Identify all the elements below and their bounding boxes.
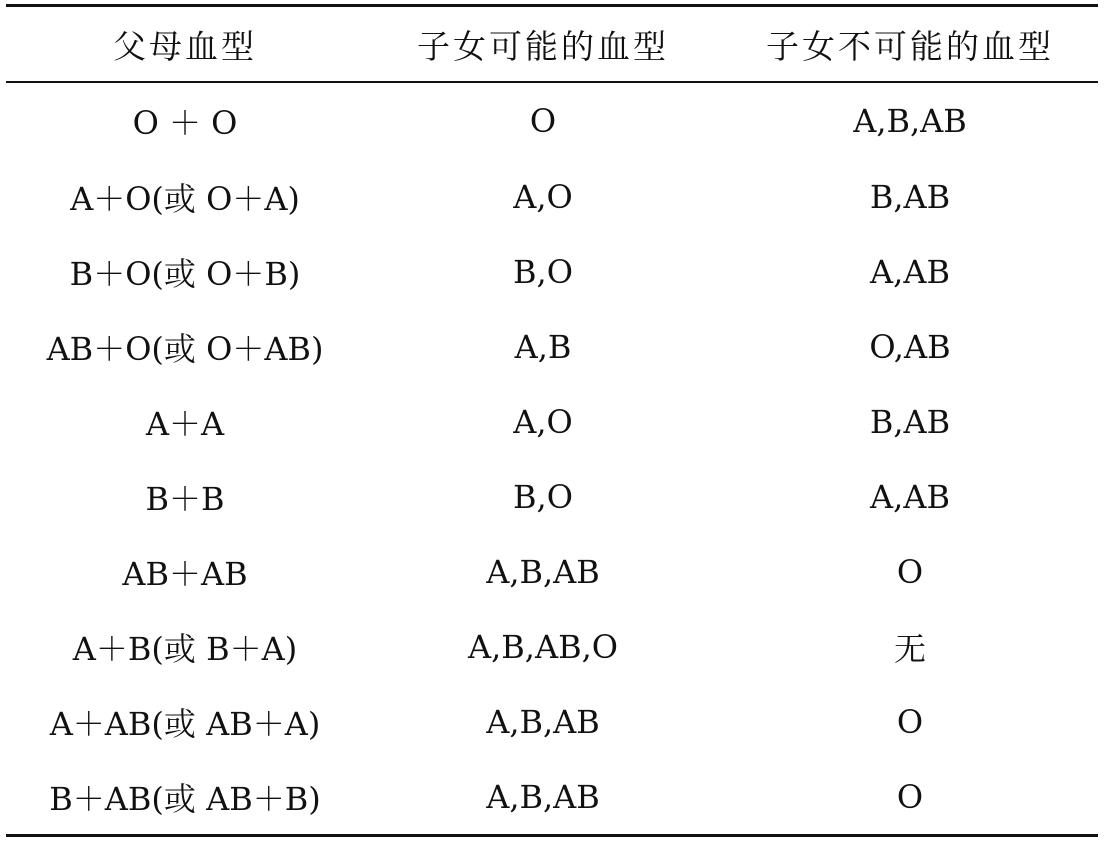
table-row — [6, 534, 1098, 609]
header-parent-blood-type: 父母血型 — [113, 26, 257, 66]
cell-possible-types: A,B,AB — [486, 552, 600, 591]
cell-possible-types: B,O — [513, 477, 573, 516]
header-impossible-child-types: 子女不可能的血型 — [766, 26, 1054, 66]
cell-possible-types: A,B,AB,O — [468, 627, 618, 666]
cell-parent-types: A＋A — [145, 404, 225, 443]
header-possible-child-types: 子女可能的血型 — [417, 26, 669, 66]
table-row — [6, 159, 1098, 234]
table-row — [6, 234, 1098, 309]
cell-parent-types: A＋O(或 O＋A) — [70, 179, 300, 218]
cell-parent-types: AB＋O(或 O＋AB) — [46, 329, 324, 368]
blood-type-table-container — [6, 4, 1098, 837]
cell-impossible-types: O,AB — [869, 327, 951, 366]
cell-parent-types: O ＋ O — [132, 104, 238, 142]
table-row — [6, 759, 1098, 836]
cell-parent-types: A＋B(或 B＋A) — [72, 629, 298, 668]
cell-impossible-types: A,B,AB — [853, 102, 967, 140]
table-body — [6, 82, 1098, 836]
table-row — [6, 459, 1098, 534]
table-row — [6, 684, 1098, 759]
table-row — [6, 309, 1098, 384]
cell-impossible-types: B,AB — [869, 177, 951, 216]
table-row — [6, 609, 1098, 684]
table-row — [6, 384, 1098, 459]
cell-possible-types: O — [529, 102, 557, 140]
cell-impossible-types: O — [896, 552, 924, 591]
table-header — [6, 6, 1098, 83]
cell-parent-types: B＋O(或 O＋B) — [69, 254, 301, 293]
cell-impossible-types: B,AB — [869, 402, 951, 441]
cell-impossible-types: O — [896, 777, 924, 816]
cell-impossible-types: A,AB — [870, 252, 950, 291]
cell-possible-types: A,B,AB — [486, 702, 600, 741]
cell-parent-types: A＋AB(或 AB＋A) — [49, 704, 321, 743]
table-row — [6, 82, 1098, 159]
cell-impossible-types: O — [896, 702, 924, 741]
cell-possible-types: A,B — [514, 327, 572, 366]
blood-type-table — [6, 4, 1098, 837]
cell-possible-types: A,B,AB — [486, 777, 600, 816]
cell-possible-types: B,O — [513, 252, 573, 291]
cell-parent-types: B＋B — [145, 479, 225, 518]
cell-impossible-types: A,AB — [870, 477, 950, 516]
cell-parent-types: B＋AB(或 AB＋B) — [49, 779, 321, 818]
header-row — [6, 6, 1098, 83]
cell-impossible-types: 无 — [893, 629, 926, 668]
cell-possible-types: A,O — [513, 177, 573, 216]
cell-possible-types: A,O — [513, 402, 573, 441]
cell-parent-types: AB＋AB — [122, 554, 248, 593]
